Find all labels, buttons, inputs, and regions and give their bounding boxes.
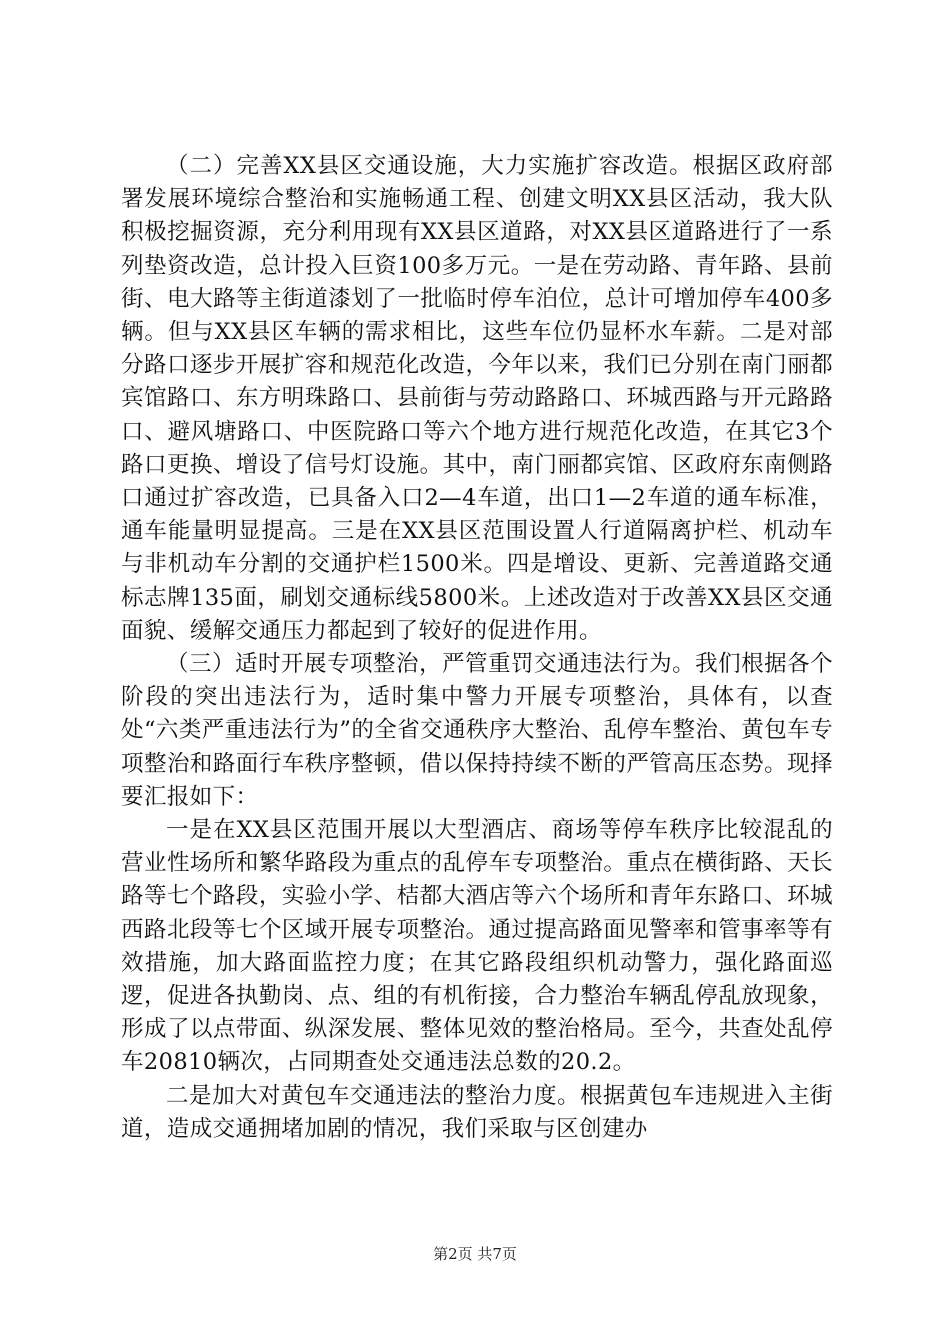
paragraph-parking-rectification: 一是在XX县区范围开展以大型酒店、商场等停车秩序比较混乱的营业性场所和繁华路段为重点的乱停车专项整治。重点在横街路、天长路等七个路段，实验小学、桔都大酒店等六个场所和青年东路口、环城西路北段等七个区域开展专项整治。通过提高路面见警率和管事率等有效措施，加大路面监控力度；在其它路段组织机动警力，强化路面巡逻，促进各执勤岗、点、组的有机衔接，合力整治车辆乱停乱放现象，形成了以点带面、纵深发展、整体见效的整治格局。至今，共查处乱停车20810辆次，占同期查处交通违法总数的20.2。 (121, 817, 833, 1076)
page-number-footer: 第2页 共7页 (433, 1245, 517, 1263)
paragraph-special-rectification: （三）适时开展专项整治，严管重罚交通违法行为。我们根据各个阶段的突出违法行为，适时集中警力开展专项整治，具体有，以查处“六类严重违法行为”的全省交通秩序大整治、乱停车整治、黄包车专项整治和路面行车秩序整顿，借以保持持续不断的严管高压态势。现择要汇报如下： (121, 651, 833, 810)
paragraph-traffic-facilities: （二）完善XX县区交通设施，大力实施扩容改造。根据区政府部署发展环境综合整治和实施畅通工程、创建文明XX县区活动，我大队积极挖掘资源，充分利用现有XX县区道路，对XX县区道路进行了一系列垫资改造，总计投入巨资100多万元。一是在劳动路、青年路、县前街、电大路等主街道漆划了一批临时停车泊位，总计可增加停车400多辆。但与XX县区车辆的需求相比，这些车位仍显杯水车薪。二是对部分路口逐步开展扩容和规范化改造，今年以来，我们已分别在南门丽都宾馆路口、东方明珠路口、县前街与劳动路路口、环城西路与开元路路口、避风塘路口、中医院路口等六个地方进行规范化改造，在其它3个路口更换、增设了信号灯设施。其中，南门丽都宾馆、区政府东南侧路口通过扩容改造，已具备入口2—4车道，出口1—2车道的通车标准，通车能量明显提高。三是在XX县区范围设置人行道隔离护栏、机动车与非机动车分割的交通护栏1500米。四是增设、更新、完善道路交通标志牌135面，刷划交通标线5800米。上述改造对于改善XX县区交通面貌、缓解交通压力都起到了较好的促进作用。 (121, 153, 833, 644)
document-body (121, 150, 833, 1146)
paragraph-rickshaw-rectification: 二是加大对黄包车交通违法的整治力度。根据黄包车违规进入主街道，造成交通拥堵加剧的情况，我们采取与区创建办 (121, 1082, 833, 1142)
